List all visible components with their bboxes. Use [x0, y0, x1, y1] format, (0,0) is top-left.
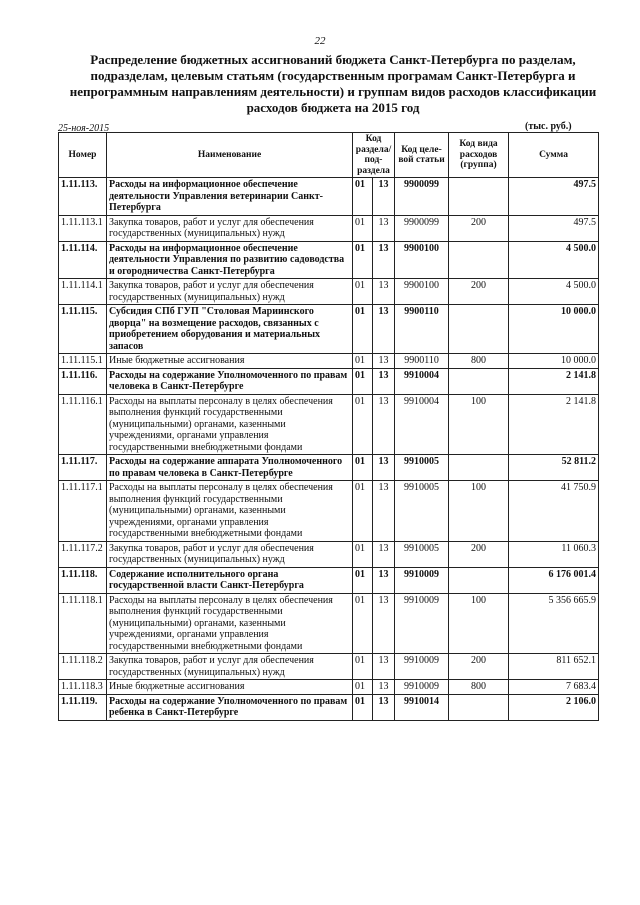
row-subsection: 13: [373, 394, 395, 455]
row-kind: [449, 567, 509, 593]
row-article: 9910004: [395, 368, 449, 394]
row-sum: 2 141.8: [509, 394, 599, 455]
row-kind: [449, 241, 509, 279]
row-name: Расходы на содержание аппарата Уполномоченного по правам человека в Санкт-Петербурге: [107, 455, 353, 481]
row-number: 1.11.118.: [59, 567, 107, 593]
row-kind: 100: [449, 394, 509, 455]
document-date: 25-ноя-2015: [58, 123, 110, 134]
row-section: 01: [353, 215, 373, 241]
row-article: 9910009: [395, 680, 449, 695]
row-number: 1.11.117.1: [59, 481, 107, 542]
row-section: 01: [353, 305, 373, 354]
row-article: 9900110: [395, 305, 449, 354]
row-name: Расходы на информационное обеспечение деятельности Управления по развитию садоводства и огородничества Санкт-Петербурга: [107, 241, 353, 279]
row-subsection: 13: [373, 368, 395, 394]
row-sum: 6 176 001.4: [509, 567, 599, 593]
row-article: 9910004: [395, 394, 449, 455]
row-kind: 800: [449, 354, 509, 369]
row-subsection: 13: [373, 215, 395, 241]
row-sum: 52 811.2: [509, 455, 599, 481]
row-number: 1.11.113.1: [59, 215, 107, 241]
row-subsection: 13: [373, 178, 395, 216]
row-name: Расходы на содержание Уполномоченного по правам ребенка в Санкт-Петербурге: [107, 694, 353, 720]
row-sum: 4 500.0: [509, 241, 599, 279]
row-name: Закупка товаров, работ и услуг для обеспечения государственных (муниципальных) нужд: [107, 541, 353, 567]
row-name: Расходы на выплаты персоналу в целях обеспечения выполнения функций государственными (муниципальными) органами, казенными учреждениями, органами управления государственными внебюджетными фондами: [107, 394, 353, 455]
row-name: Расходы на содержание Уполномоченного по правам человека в Санкт-Петербурге: [107, 368, 353, 394]
row-section: 01: [353, 654, 373, 680]
row-section: 01: [353, 455, 373, 481]
row-article: 9910014: [395, 694, 449, 720]
row-section: 01: [353, 541, 373, 567]
row-subsection: 13: [373, 694, 395, 720]
row-article: 9910005: [395, 541, 449, 567]
row-article: 9910005: [395, 455, 449, 481]
row-kind: [449, 305, 509, 354]
table-row: [59, 305, 599, 354]
units-label: (тыс. руб.): [525, 121, 572, 132]
row-name: Закупка товаров, работ и услуг для обеспечения государственных (муниципальных) нужд: [107, 215, 353, 241]
row-article: 9900100: [395, 279, 449, 305]
table-row: [59, 654, 599, 680]
row-number: 1.11.115.1: [59, 354, 107, 369]
header-number: Номер: [59, 133, 107, 178]
row-sum: 41 750.9: [509, 481, 599, 542]
row-article: 9910009: [395, 593, 449, 654]
row-sum: 11 060.3: [509, 541, 599, 567]
row-kind: 200: [449, 654, 509, 680]
row-subsection: 13: [373, 567, 395, 593]
row-subsection: 13: [373, 654, 395, 680]
document-title: Распределение бюджетных ассигнований бюджета Санкт-Петербурга по разделам, подразделам, целевым статьям (государственным програмам Санкт-Петербурга и непрограммным направлениям деятельности) и группам видов расходов классификации расходов бюджета на 2015 год: [69, 52, 597, 115]
header-sum: Сумма: [509, 133, 599, 178]
budget-table: [58, 132, 599, 721]
row-kind: [449, 694, 509, 720]
table-header-row: [59, 133, 599, 178]
table-row: [59, 241, 599, 279]
header-article: Код целе-вой статьи: [395, 133, 449, 178]
row-kind: 800: [449, 680, 509, 695]
table-row: [59, 694, 599, 720]
row-name: Расходы на выплаты персоналу в целях обеспечения выполнения функций государственными (муниципальными) органами, казенными учреждениями, органами управления государственными внебюджетными фондами: [107, 593, 353, 654]
row-section: 01: [353, 694, 373, 720]
row-article: 9910005: [395, 481, 449, 542]
table-row: [59, 567, 599, 593]
row-subsection: 13: [373, 305, 395, 354]
row-sum: 497.5: [509, 215, 599, 241]
row-number: 1.11.117.2: [59, 541, 107, 567]
row-article: 9900099: [395, 178, 449, 216]
table-row: [59, 394, 599, 455]
table-row: [59, 354, 599, 369]
table-row: [59, 279, 599, 305]
row-kind: [449, 455, 509, 481]
table-row: [59, 368, 599, 394]
row-name: Расходы на информационное обеспечение деятельности Управления ветеринарии Санкт-Петербурга: [107, 178, 353, 216]
row-sum: 7 683.4: [509, 680, 599, 695]
row-section: 01: [353, 178, 373, 216]
row-section: 01: [353, 279, 373, 305]
row-number: 1.11.118.3: [59, 680, 107, 695]
row-kind: 200: [449, 541, 509, 567]
row-article: 9910009: [395, 567, 449, 593]
row-section: 01: [353, 481, 373, 542]
table-row: [59, 593, 599, 654]
row-name: Субсидия СПб ГУП "Столовая Мариинского дворца" на возмещение расходов, связанных с приобретением оборудования и материальных запасов: [107, 305, 353, 354]
header-name: Наименование: [107, 133, 353, 178]
row-kind: 200: [449, 279, 509, 305]
row-kind: 200: [449, 215, 509, 241]
row-section: 01: [353, 354, 373, 369]
row-sum: 10 000.0: [509, 354, 599, 369]
table-row: [59, 215, 599, 241]
row-kind: 100: [449, 481, 509, 542]
row-section: 01: [353, 241, 373, 279]
table-body: [59, 178, 599, 721]
row-sum: 4 500.0: [509, 279, 599, 305]
row-sum: 10 000.0: [509, 305, 599, 354]
row-article: 9910009: [395, 654, 449, 680]
row-number: 1.11.114.1: [59, 279, 107, 305]
row-number: 1.11.118.2: [59, 654, 107, 680]
row-number: 1.11.116.: [59, 368, 107, 394]
row-section: 01: [353, 593, 373, 654]
row-sum: 811 652.1: [509, 654, 599, 680]
row-section: 01: [353, 680, 373, 695]
header-kind: Код вида расходов (группа): [449, 133, 509, 178]
row-number: 1.11.114.: [59, 241, 107, 279]
row-article: 9900099: [395, 215, 449, 241]
row-article: 9900100: [395, 241, 449, 279]
row-name: Содержание исполнительного органа государственной власти Санкт-Петербурга: [107, 567, 353, 593]
page-number: 22: [314, 35, 326, 47]
row-subsection: 13: [373, 241, 395, 279]
row-kind: [449, 178, 509, 216]
table-row: [59, 541, 599, 567]
table-row: [59, 178, 599, 216]
row-name: Иные бюджетные ассигнования: [107, 354, 353, 369]
row-number: 1.11.116.1: [59, 394, 107, 455]
row-sum: 2 141.8: [509, 368, 599, 394]
row-sum: 2 106.0: [509, 694, 599, 720]
table-row: [59, 481, 599, 542]
row-section: 01: [353, 368, 373, 394]
row-number: 1.11.113.: [59, 178, 107, 216]
header-section: Код раздела/ под-раздела: [353, 133, 395, 178]
row-subsection: 13: [373, 481, 395, 542]
row-subsection: 13: [373, 541, 395, 567]
row-kind: 100: [449, 593, 509, 654]
row-article: 9900110: [395, 354, 449, 369]
row-sum: 497.5: [509, 178, 599, 216]
row-kind: [449, 368, 509, 394]
row-number: 1.11.117.: [59, 455, 107, 481]
row-number: 1.11.115.: [59, 305, 107, 354]
row-name: Расходы на выплаты персоналу в целях обеспечения выполнения функций государственными (муниципальными) органами, казенными учреждениями, органами управления государственными внебюджетными фондами: [107, 481, 353, 542]
row-subsection: 13: [373, 354, 395, 369]
row-subsection: 13: [373, 455, 395, 481]
row-subsection: 13: [373, 593, 395, 654]
row-name: Иные бюджетные ассигнования: [107, 680, 353, 695]
row-subsection: 13: [373, 680, 395, 695]
row-number: 1.11.118.1: [59, 593, 107, 654]
row-section: 01: [353, 394, 373, 455]
row-subsection: 13: [373, 279, 395, 305]
table-row: [59, 680, 599, 695]
row-sum: 5 356 665.9: [509, 593, 599, 654]
table-row: [59, 455, 599, 481]
row-section: 01: [353, 567, 373, 593]
row-number: 1.11.119.: [59, 694, 107, 720]
row-name: Закупка товаров, работ и услуг для обеспечения государственных (муниципальных) нужд: [107, 279, 353, 305]
row-name: Закупка товаров, работ и услуг для обеспечения государственных (муниципальных) нужд: [107, 654, 353, 680]
